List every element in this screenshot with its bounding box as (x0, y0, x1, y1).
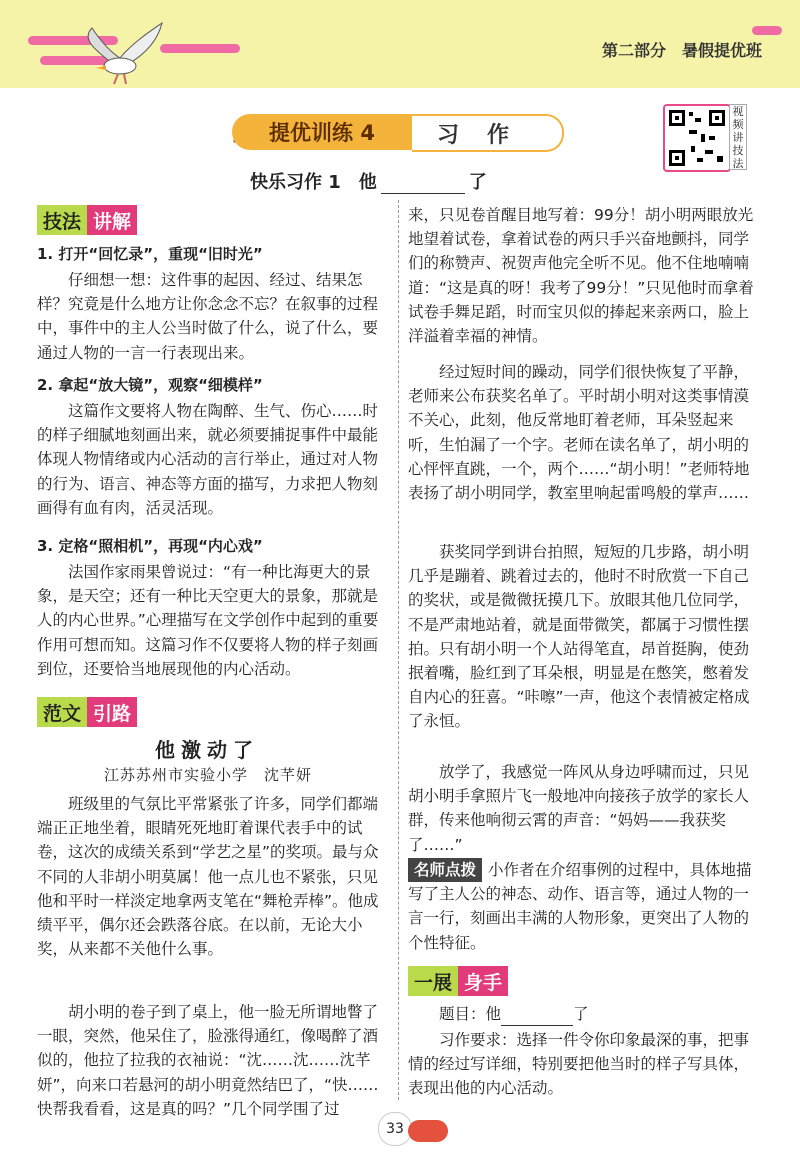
column-divider (398, 200, 399, 1100)
lesson-title: 提优训练 4 (232, 114, 412, 150)
essay-paragraph-3: 来，只见卷首醒目地写着：99分！胡小明两眼放光地望着试卷，拿着试卷的两只手兴奋地颤抖，同学们的称赞声、祝贺声他完全听不见。他不住地喃喃道：“这是真的呀！我考了99分！”只见他时而拿着试卷手舞足蹈，时而宝贝似的捧起来亲两口，脸上洋溢着幸福的神情。 (408, 206, 754, 346)
tip-paragraph-1: 仔细想一想：这件事的起因、经过、结果怎样？究竟是什么地方让你念念不忘？在叙事的过程中，事件中的主人公当时做了什么，说了什么，要通过人物的一言一行表现出来。 (37, 271, 379, 362)
essay-title: 他激动了 (155, 738, 259, 762)
essay-paragraph-1: 班级里的气氛比平常紧张了许多，同学们都端端正正地坐着，眼睛死死地盯着课代表手中的试卷，这次的成绩关系到“学艺之星”的奖项。最与众不同的人非胡小明莫属！他一点儿也不紧张，只见他和平时一样淡定地拿两支笔在“舞枪弄棒”。他成绩平平，偶尔还会跌落谷底。在以前，无论大小奖，从来都不关他什么事。 (37, 795, 379, 959)
comment-text: 小作者在介绍事例的过程中，具体地描写了主人公的神态、动作、语言等，通过人物的一言一行，刻画出丰满的人物形象，更突出了人物的个性特征。 (408, 861, 752, 952)
tip-heading-1: 1. 打开“回忆录”，重现“旧时光” (37, 245, 263, 263)
tips-tag-a: 技法 (37, 205, 87, 235)
header-stripe (752, 26, 782, 35)
essay-paragraph-5: 获奖同学到讲台拍照，短短的几步路，胡小明几乎是蹦着、跳着过去的，他时不时欣赏一下自己的奖状，或是微微抚摸几下。放眼其他几位同学，不是严肃地站着，就是面带微笑，都属于习惯性摆拍。只有胡小明一个人站得笔直，昂首挺胸，使劲抿着嘴，脸红到了耳朵根，明显是在憋笑，憋着发自内心的狂喜。“咔嚓”一声，他这个表情被定格成了永恒。 (408, 543, 750, 731)
essay-paragraph-2: 胡小明的卷子到了桌上，他一脸无所谓地瞥了一眼，突然，他呆住了，脸涨得通红，像喝醉了酒似的，他拉了拉我的衣袖说：“沈……沈……沈芊妍”，向来口若悬河的胡小明竟然结巴了，“快……快帮我看看，这是真的吗？”几个同学围了过 (37, 1003, 379, 1118)
comment-tag: 名师点拨 (408, 858, 482, 882)
essay-paragraph-6: 放学了，我感觉一阵风从身边呼啸而过，只见胡小明手拿照片飞一般地冲向接孩子放学的家长人群，传来他响彻云霄的声音：“妈妈——我获奖了……” (408, 763, 750, 854)
model-tag-b: 引路 (87, 697, 137, 727)
tips-tag (37, 205, 137, 235)
essay-author: 江苏苏州市实验小学 沈芊妍 (104, 766, 313, 784)
tip-paragraph-3: 法国作家雨果曾说过：“有一种比海更大的景象，是天空；还有一种比天空更大的景象，那就是人的内心世界。”心理描写在文学创作中起到的重要作用可想而知。这篇习作不仅要将人物的样子刻画到位，还要恰当地展现他的内心活动。 (37, 563, 379, 678)
topic-suffix: 了 (573, 1005, 589, 1023)
model-tag (37, 697, 137, 727)
subtitle (250, 168, 487, 194)
practice-tag-a: 一展 (408, 966, 458, 996)
tip-heading-3: 3. 定格“照相机”，再现“内心戏” (37, 537, 263, 555)
subtitle-suffix: 了 (468, 172, 487, 193)
section-label: 第二部分 暑假提优班 (601, 41, 762, 60)
topic-prefix: 题目：他 (439, 1005, 502, 1023)
model-tag-a: 范文 (37, 697, 87, 727)
subtitle-blank (381, 177, 465, 194)
practice-tag (408, 966, 508, 996)
lesson-title-banner (232, 114, 562, 150)
qr-label: 视频讲技法 (729, 104, 747, 170)
practice-requirement: 习作要求：选择一件令你印象最深的事，把事情的经过写详细，特别要把他当时的样子写具体，表现出他的内心活动。 (408, 1031, 750, 1098)
submarine-icon (408, 1120, 448, 1142)
tip-paragraph-2: 这篇作文要将人物在陶醉、生气、伤心……时的样子细腻地刻画出来，就必须要捕捉事件中最能体现人物情绪或内心活动的言行举止，通过对人物的行为、语言、神态等方面的描写，力求把人物刻画得有血有肉，活灵活现。 (37, 402, 379, 517)
topic-blank[interactable] (501, 1009, 573, 1026)
qr-code-icon[interactable] (663, 104, 731, 172)
tip-heading-2: 2. 拿起“放大镜”，观察“细模样” (37, 376, 263, 394)
tips-tag-b: 讲解 (87, 205, 137, 235)
practice-tag-b: 身手 (458, 966, 508, 996)
lesson-type: 习作 (412, 114, 564, 152)
essay-paragraph-4: 经过短时间的躁动，同学们很快恢复了平静，老师来公布获奖名单了。平时胡小明对这类事情漠不关心，此刻，他反常地盯着老师，耳朵竖起来听，生怕漏了一个字。老师在读名单了，胡小明的心怦怦直跳，一个，两个……“胡小明！”老师特地表扬了胡小明同学，教室里响起雷鸣般的掌声…… (408, 363, 750, 503)
subtitle-prefix: 快乐习作 1 他 (250, 172, 377, 193)
page-number: 33 (378, 1112, 412, 1146)
practice-topic (408, 1002, 763, 1026)
header-stripe (160, 44, 240, 53)
seagull-icon (62, 18, 172, 88)
teacher-comment (408, 858, 763, 955)
